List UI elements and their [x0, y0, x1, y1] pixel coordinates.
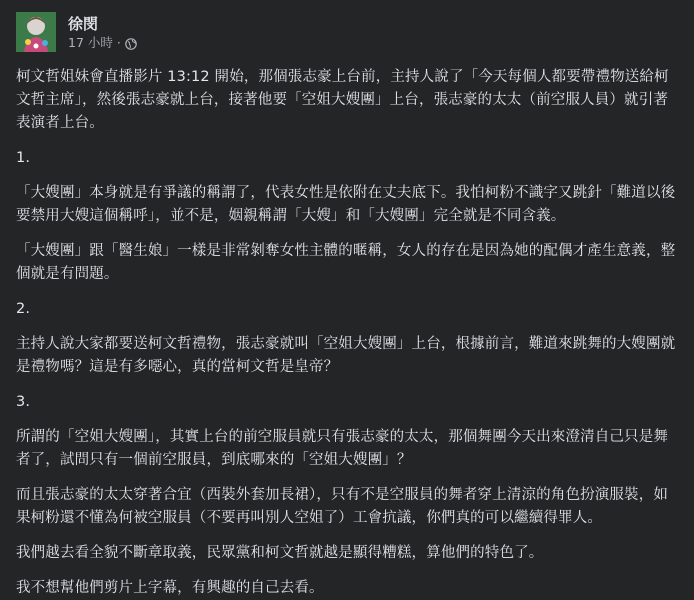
post-paragraph: 主持人說大家都要送柯文哲禮物，張志豪就叫「空姐大嫂團」上台，根據前言，難道來跳舞的大嫂團就是禮物嗎？這是有多噁心，真的當柯文哲是皇帝？ [16, 336, 676, 375]
post-subline [68, 34, 137, 52]
post-header [16, 12, 678, 56]
post-paragraph: 而且張志豪的太太穿著合宜（西裝外套加長裙），只有不是空服員的舞者穿上清涼的角色扮演服裝，如果柯粉還不懂為何被空服員（不要再叫別人空姐了）工會抗議，你們真的可以繼續得罪人。 [16, 487, 668, 526]
post-paragraph: 我不想幫他們剪片上字幕，有興趣的自己去看。 [16, 580, 324, 596]
post-paragraph: 2. [16, 301, 31, 317]
author-name[interactable]: 徐閔 [68, 15, 99, 33]
separator-dot: · [116, 35, 121, 50]
post-meta [68, 12, 137, 52]
post-timestamp[interactable]: 17 小時 [68, 35, 113, 50]
post-paragraph: 所謂的「空姐大嫂團」，其實上台的前空服員就只有張志豪的太太，那個舞團今天出來澄清自己只是舞者了，試問只有一個前空服員，到底哪來的「空姐大嫂團」？ [16, 429, 668, 468]
author-avatar[interactable] [16, 12, 56, 52]
post-paragraph: 我們越去看全貌不斷章取義，民眾黨和柯文哲就越是顯得糟糕，算他們的特色了。 [16, 545, 544, 561]
post-paragraph: 「大嫂團」跟「醫生娘」一樣是非常剝奪女性主體的暱稱，女人的存在是因為她的配偶才產生意義，整個就是有問題。 [16, 243, 676, 282]
globe-icon[interactable] [125, 37, 137, 49]
post-paragraph: 3. [16, 394, 31, 410]
post-paragraph: 1. [16, 150, 31, 166]
post-paragraph: 「大嫂團」本身就是有爭議的稱謂了，代表女性是依附在丈夫底下。我怕柯粉不識字又跳針「難道以後要禁用大嫂這個稱呼」，並不是，姻親稱謂「大嫂」和「大嫂團」完全就是不同含義。 [16, 185, 676, 224]
post-body [16, 66, 678, 600]
post-paragraph: 柯文哲姐妹會直播影片 13:12 開始，那個張志豪上台前，主持人說了「今天每個人都要帶禮物送給柯文哲主席」，然後張志豪就上台，接著他要「空姐大嫂團」上台，張志豪的太太（前空服人員）就引著表演者上台。 [16, 69, 669, 131]
